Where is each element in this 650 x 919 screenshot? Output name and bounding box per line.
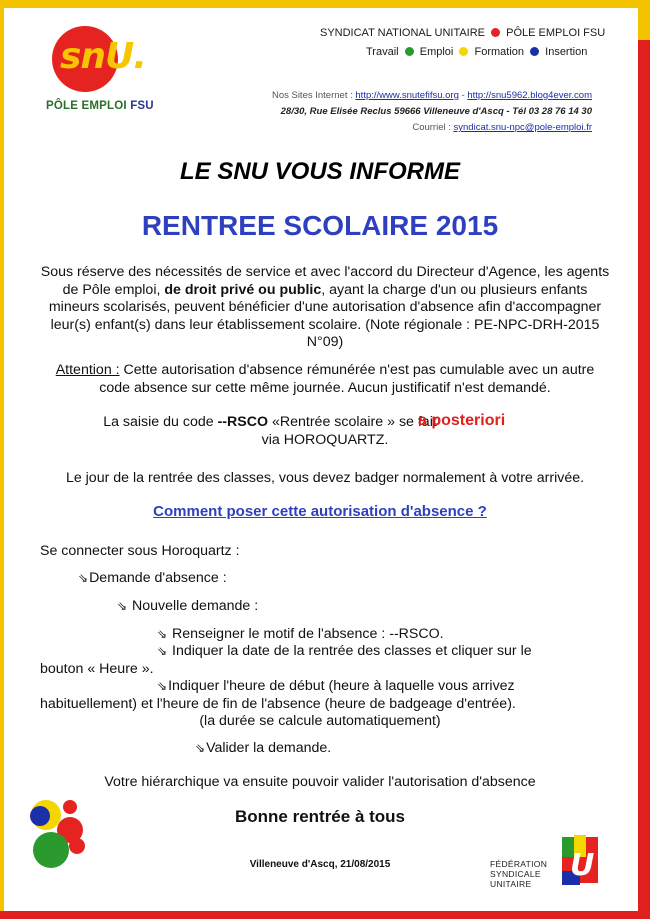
- fed-logo-letter: U: [570, 848, 595, 883]
- websites-line: [272, 90, 592, 101]
- arrow-icon: ⇘: [157, 644, 168, 658]
- step-valider: [195, 740, 331, 758]
- top-border: [0, 0, 650, 8]
- rsco-code: --RSCO: [217, 414, 269, 430]
- email-line: [412, 122, 592, 133]
- step-text: Renseigner le motif de l'absence : --RSCO.: [172, 626, 444, 642]
- a-posteriori-emphasis: a posteriori: [418, 412, 506, 429]
- intro-part1: Sous réserve des nécessités de service et avec l'accord du Directeur d'Agence, les agents de Pôle emploi,: [40, 264, 610, 298]
- value-formation: Formation: [474, 46, 525, 58]
- step-date: [40, 643, 575, 678]
- rsco-line2: via HOROQUARTZ.: [261, 431, 389, 448]
- logo-subtitle-main: PÔLE EMPLOI: [46, 100, 127, 112]
- decor-red-small-circle: [63, 800, 77, 814]
- arrow-icon: ⇘: [157, 679, 168, 693]
- red-dot-icon: [491, 28, 500, 37]
- fsu-logo: [560, 833, 610, 893]
- fed-line1: FÉDÉRATION: [490, 859, 548, 869]
- email-link[interactable]: syndicat.snu-npc@pole-emploi.fr: [453, 122, 592, 133]
- rsco-line1: [40, 414, 610, 432]
- attention-label: Attention :: [55, 362, 120, 378]
- page-title: RENTREE SCOLAIRE 2015: [141, 210, 499, 241]
- closing-greeting: Bonne rentrée à tous: [234, 807, 406, 826]
- org-name-line: [320, 27, 605, 39]
- logo-subtitle-fsu: FSU: [130, 100, 154, 112]
- blue-dot-icon: [530, 47, 539, 56]
- address-line: 28/30, Rue Elisée Reclus 59666 Villeneuve d'Ascq - Tél 03 28 76 14 30: [280, 106, 592, 117]
- org-name: SYNDICAT NATIONAL UNITAIRE: [320, 27, 486, 39]
- final-note: Votre hiérarchique va ensuite pouvoir valider l'autorisation d'absence: [104, 774, 536, 790]
- decor-red-tiny-circle: [69, 838, 85, 854]
- arrow-icon: ⇘: [195, 741, 206, 755]
- intro-part2: , ayant la charge d'un ou plusieurs enfants mineurs scolarisés, peuvent bénéficier d'une autorisation d'absence afin d'accompagner leur(s) enfant(s) dans leur établissement scolaire. (Note régionale : PE-NPC-DRH-2015 N°09): [48, 281, 602, 350]
- email-label: Courriel :: [412, 122, 454, 133]
- step-text: Demande d'absence :: [89, 570, 227, 586]
- step-connect: Se connecter sous Horoquartz :: [40, 543, 240, 559]
- inform-heading: LE SNU VOUS INFORME: [179, 158, 461, 185]
- site2-link[interactable]: http://snu5962.blog4ever.com: [467, 90, 592, 101]
- fed-line2: SYNDICALE: [490, 869, 541, 879]
- sites-label: Nos Sites Internet :: [271, 90, 356, 101]
- logo-brand-letters: snU.: [60, 36, 146, 77]
- value-travail: Travail: [366, 46, 399, 58]
- bottom-border: [0, 911, 650, 919]
- step-text: Indiquer l'heure de début (heure à laquelle vous arrivez habituellement) et l'heure de fin de l'absence (heure de badgeage d'entrée).: [40, 678, 516, 712]
- sites-separator: -: [458, 90, 468, 101]
- snu-logo: [46, 24, 161, 114]
- rsco-paragraph: [40, 414, 610, 449]
- federation-text: [490, 859, 547, 889]
- yellow-dot-icon: [459, 47, 468, 56]
- step-text: Indiquer la date de la rentrée des classes et cliquer sur le bouton « Heure ».: [40, 643, 532, 677]
- org-values-line: [366, 46, 587, 58]
- arrow-icon: ⇘: [117, 599, 128, 613]
- step-motif: [157, 626, 444, 644]
- step-demande-absence: [78, 570, 227, 588]
- howto-heading: Comment poser cette autorisation d'absence ?: [153, 503, 487, 520]
- step-nouvelle-demande: [117, 598, 258, 616]
- rsco-text-b: «Rentrée scolaire » se fait: [268, 414, 437, 430]
- decor-blue-circle: [30, 806, 50, 826]
- value-insertion: Insertion: [545, 46, 588, 58]
- rsco-text-a: La saisie du code: [103, 414, 218, 430]
- value-emploi: Emploi: [419, 46, 454, 58]
- arrow-icon: ⇘: [157, 627, 168, 641]
- arrow-icon: ⇘: [78, 571, 89, 585]
- step-text: Nouvelle demande :: [132, 598, 259, 614]
- org-name2: PÔLE EMPLOI FSU: [506, 27, 606, 39]
- step-duree-note: (la durée se calcule automatiquement): [199, 713, 441, 729]
- green-dot-icon: [405, 47, 414, 56]
- signature-date: Villeneuve d'Ascq, 21/08/2015: [249, 859, 391, 870]
- step-heure: [40, 678, 575, 713]
- step-text: Valider la demande.: [206, 740, 332, 756]
- intro-paragraph: [40, 264, 610, 352]
- intro-bold: de droit privé ou public: [164, 281, 322, 298]
- site1-link[interactable]: http://www.snutefifsu.org: [355, 90, 459, 101]
- logo-subtitle: [46, 100, 154, 112]
- attention-text: Cette autorisation d'absence rémunérée n'est pas cumulable avec un autre code absence sur cette même journée. Aucun justificatif n'est demandé.: [99, 362, 595, 396]
- badge-paragraph: Le jour de la rentrée des classes, vous devez badger normalement à votre arrivée.: [65, 470, 585, 486]
- fed-line3: UNITAIRE: [490, 879, 532, 889]
- logo-letters: [60, 36, 146, 77]
- decor-green-circle: [33, 832, 69, 868]
- attention-paragraph: [40, 362, 610, 397]
